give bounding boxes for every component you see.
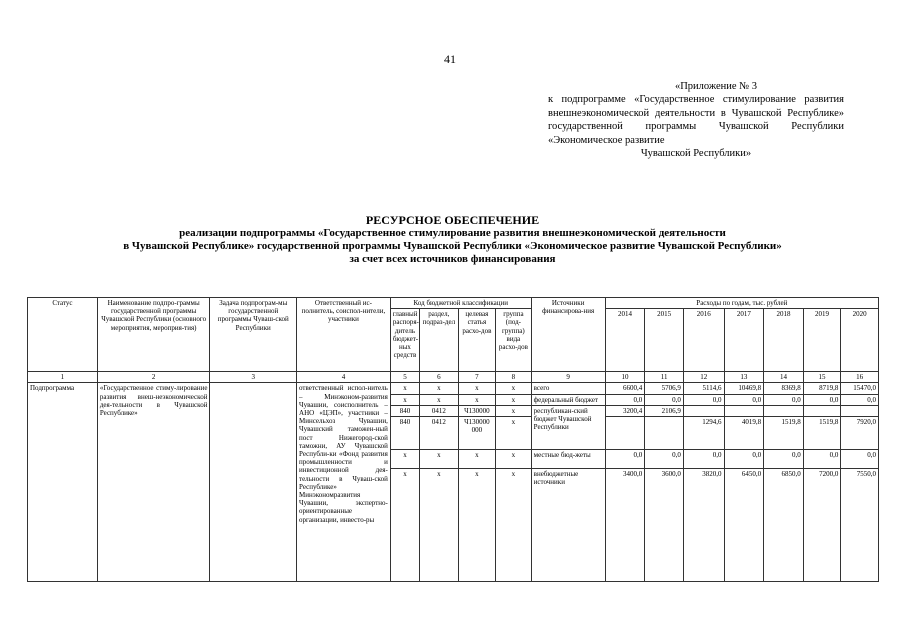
- header-code-sub: раздел, подраз-дел: [420, 309, 459, 372]
- code-cell: x: [458, 469, 496, 582]
- subprogram-name-cell: «Государственное стиму-лирование развития внеш-неэкономической дея-тельности в Чувашской Республике»: [97, 383, 210, 582]
- code-cell: x: [390, 394, 419, 405]
- value-cell: 0,0: [724, 450, 764, 469]
- header-responsible: Ответственный ис-полнитель, соиспол-нители, участники: [297, 298, 391, 372]
- header-code-sub: целевая статья расхо-дов: [458, 309, 496, 372]
- resource-table: [27, 297, 879, 582]
- code-cell: 0412: [420, 405, 459, 416]
- code-cell: x: [496, 383, 531, 394]
- value-cell: 0,0: [605, 394, 645, 405]
- code-cell: x: [390, 383, 419, 394]
- code-cell: x: [390, 469, 419, 582]
- code-cell: Ч130000 000: [458, 417, 496, 450]
- header-year: 2015: [645, 309, 684, 372]
- document-heading: [40, 214, 865, 266]
- code-cell: x: [496, 469, 531, 582]
- annex-title: «Приложение № 3: [674, 81, 758, 92]
- code-cell: x: [458, 383, 496, 394]
- source-cell: республикан-ский бюджет Чувашской Республики: [531, 405, 605, 449]
- source-cell: местные бюд-жеты: [531, 450, 605, 469]
- column-number: 6: [420, 372, 459, 383]
- value-cell: 0,0: [605, 450, 645, 469]
- code-cell: x: [496, 417, 531, 450]
- column-number-row: [28, 372, 879, 383]
- code-cell: x: [420, 383, 459, 394]
- code-cell: x: [458, 394, 496, 405]
- value-cell: 0,0: [841, 450, 879, 469]
- value-cell: 6850,0: [764, 469, 804, 582]
- table-row: [28, 383, 879, 394]
- value-cell: 1519,8: [803, 417, 841, 450]
- heading-title: РЕСУРСНОЕ ОБЕСПЕЧЕНИЕ: [365, 213, 540, 227]
- page-number: 41: [444, 52, 456, 66]
- column-number: 16: [841, 372, 879, 383]
- value-cell: [605, 417, 645, 450]
- column-number: 13: [724, 372, 764, 383]
- value-cell: 1294,6: [683, 417, 724, 450]
- header-year: 2020: [841, 309, 879, 372]
- annex-last-line: Чувашской Республики»: [640, 148, 752, 160]
- heading-line: в Чувашской Республике» государственной программы Чувашской Республики «Экономическое развитие Чувашской Республики»: [123, 240, 782, 252]
- value-cell: [683, 405, 724, 416]
- header-status: Статус: [28, 298, 98, 372]
- heading-line: реализации подпрограммы «Государственное стимулирование развития внешнеэкономической деятельности: [179, 227, 726, 239]
- value-cell: 0,0: [645, 394, 684, 405]
- value-cell: 0,0: [841, 394, 879, 405]
- value-cell: 0,0: [683, 394, 724, 405]
- heading-line: за счет всех источников финансирования: [349, 253, 556, 265]
- code-cell: x: [420, 469, 459, 582]
- annex-body: к подпрограмме «Государственное стимулирование развития внешнеэкономической деятельности в Чувашской Республике» государственной программы Чувашской Республики «Экономическое развитие: [548, 94, 844, 146]
- column-number: 4: [297, 372, 391, 383]
- code-cell: Ч130000: [458, 405, 496, 416]
- value-cell: 1519,8: [764, 417, 804, 450]
- value-cell: 0,0: [803, 450, 841, 469]
- value-cell: [724, 405, 764, 416]
- header-code-sub: группа (под-группа) вида расхо-дов: [496, 309, 531, 372]
- task-cell: [210, 383, 297, 582]
- code-cell: x: [496, 405, 531, 416]
- column-number: 2: [97, 372, 210, 383]
- column-number: 8: [496, 372, 531, 383]
- value-cell: 3820,0: [683, 469, 724, 582]
- code-cell: 0412: [420, 417, 459, 450]
- column-number: 15: [803, 372, 841, 383]
- value-cell: [764, 405, 804, 416]
- value-cell: [841, 405, 879, 416]
- value-cell: 7920,0: [841, 417, 879, 450]
- status-cell: Подпрограмма: [28, 383, 98, 582]
- value-cell: 4019,8: [724, 417, 764, 450]
- code-cell: 840: [390, 417, 419, 450]
- value-cell: 7200,0: [803, 469, 841, 582]
- header-code-sub: главный распоря-дитель бюджет-ных средств: [390, 309, 419, 372]
- source-cell: внебюджетные источники: [531, 469, 605, 582]
- value-cell: 3600,0: [645, 469, 684, 582]
- table-header-row: [28, 298, 879, 309]
- value-cell: 8719,8: [803, 383, 841, 394]
- value-cell: 7550,0: [841, 469, 879, 582]
- header-year: 2018: [764, 309, 804, 372]
- code-cell: 840: [390, 405, 419, 416]
- code-cell: x: [458, 450, 496, 469]
- column-number: 11: [645, 372, 684, 383]
- column-number: 7: [458, 372, 496, 383]
- value-cell: 6450,0: [724, 469, 764, 582]
- responsible-cell: ответственный испол-нитель – Минэконом-развития Чувашии, соисполнитель – АНО «ЦЭП», участники – Минсельхоз Чувашии, Чувашский таможен-ный пост Нижегород-ской таможни, АУ Чувашской Республи-ки «Фонд развития промышленности и инвестиционной дея-тельности в Чуваш-ской Республике» Минэкономразвития Чувашии, экспертно-ориентированные организации, инвесто-ры: [297, 383, 391, 582]
- value-cell: [803, 405, 841, 416]
- value-cell: 8369,8: [764, 383, 804, 394]
- column-number: 1: [28, 372, 98, 383]
- header-task: Задача подпрограм-мы государственной программы Чуваш-ской Республики: [210, 298, 297, 372]
- value-cell: 0,0: [724, 394, 764, 405]
- value-cell: 0,0: [683, 450, 724, 469]
- header-budget-code: Код бюджетной классификации: [390, 298, 531, 309]
- annex-note: [548, 80, 844, 160]
- header-year: 2014: [605, 309, 645, 372]
- value-cell: 15470,0: [841, 383, 879, 394]
- column-number: 5: [390, 372, 419, 383]
- value-cell: 3200,4: [605, 405, 645, 416]
- value-cell: 3400,0: [605, 469, 645, 582]
- code-cell: x: [496, 394, 531, 405]
- column-number: 10: [605, 372, 645, 383]
- value-cell: 10469,8: [724, 383, 764, 394]
- header-source: Источники финансирова-ния: [531, 298, 605, 372]
- code-cell: x: [420, 394, 459, 405]
- header-year: 2017: [724, 309, 764, 372]
- value-cell: 0,0: [764, 394, 804, 405]
- value-cell: [645, 417, 684, 450]
- header-year: 2019: [803, 309, 841, 372]
- column-number: 9: [531, 372, 605, 383]
- value-cell: 5706,9: [645, 383, 684, 394]
- header-year: 2016: [683, 309, 724, 372]
- source-cell: федеральный бюджет: [531, 394, 605, 405]
- value-cell: 5114,6: [683, 383, 724, 394]
- column-number: 12: [683, 372, 724, 383]
- value-cell: 0,0: [645, 450, 684, 469]
- column-number: 3: [210, 372, 297, 383]
- column-number: 14: [764, 372, 804, 383]
- value-cell: 0,0: [764, 450, 804, 469]
- code-cell: x: [496, 450, 531, 469]
- value-cell: 6600,4: [605, 383, 645, 394]
- source-cell: всего: [531, 383, 605, 394]
- value-cell: 2106,9: [645, 405, 684, 416]
- code-cell: x: [420, 450, 459, 469]
- header-expenses: Расходы по годам, тыс. рублей: [605, 298, 878, 309]
- header-name: Наименование подпро-граммы государственной программы Чувашской Республики (основного мероприятия, мероприя-тия): [97, 298, 210, 372]
- code-cell: x: [390, 450, 419, 469]
- value-cell: 0,0: [803, 394, 841, 405]
